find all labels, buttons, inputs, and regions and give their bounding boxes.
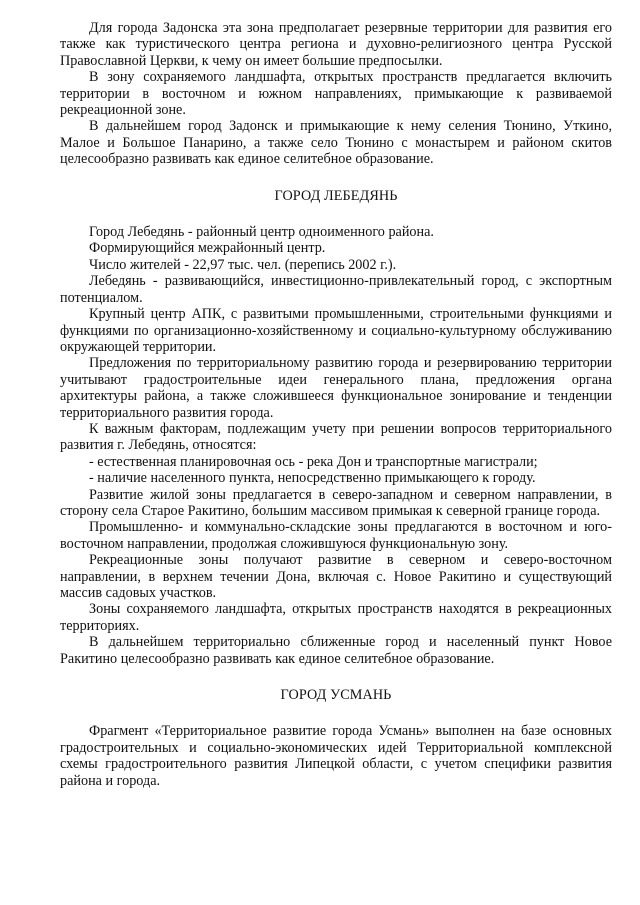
section-lebedyan — [60, 224, 612, 667]
paragraph: Зоны сохраняемого ландшафта, открытых пространств находятся в рекреационных территориях. — [60, 601, 612, 634]
paragraph: Город Лебедянь - районный центр одноименного района. — [89, 224, 434, 241]
paragraph: Фрагмент «Территориальное развитие города Усмань» выполнен на базе основных градостроительных и социально-экономических идей Территориальной комплексной схемы градостроительного развития Липецкой области, с учетом специфики развития района и города. — [60, 723, 612, 789]
list-item: - наличие населенного пункта, непосредственно примыкающего к городу. — [89, 470, 536, 487]
paragraph: В дальнейшем территориально сближенные город и населенный пункт Новое Ракитино целесообразно развивать как единое селитебное образование. — [60, 634, 612, 667]
paragraph: Число жителей - 22,97 тыс. чел. (перепись 2002 г.). — [89, 256, 397, 273]
section-heading-lebedyan: ГОРОД ЛЕБЕДЯНЬ — [274, 187, 398, 204]
paragraph: В дальнейшем город Задонск и примыкающие к нему селения Тюнино, Уткино, Малое и Большое Панарино, а также село Тюнино с монастырем и районом скитов целесообразно развивать как единое селитебное образование. — [60, 118, 612, 168]
paragraph: Для города Задонска эта зона предполагает резервные территории для развития его также как туристического центра региона и духовно-религиозного центра Русской Православной Церкви, к чему он имеет большие предпосылки. — [60, 20, 612, 69]
section-zadonsk — [60, 20, 612, 168]
section-usman — [60, 723, 612, 789]
paragraph: Промышленно- и коммунально-складские зоны предлагаются в восточном и юго-восточном направлении, продолжая сложившуюся функциональную зону. — [60, 519, 612, 552]
paragraph: Лебедянь - развивающийся, инвестиционно-привлекательный город, с экспортным потенциалом. — [60, 273, 612, 306]
list-item: - естественная планировочная ось - река Дон и транспортные магистрали; — [89, 453, 538, 470]
paragraph: Рекреационные зоны получают развитие в северном и северо-восточном направлении, в верхнем течении Дона, включая с. Новое Ракитино и существующий массив садовых участков. — [60, 552, 612, 601]
section-heading-usman: ГОРОД УСМАНЬ — [280, 687, 392, 704]
paragraph: К важным факторам, подлежащим учету при решении вопросов территориального развития г. Лебедянь, относятся: — [60, 420, 612, 454]
paragraph: Крупный центр АПК, с развитыми промышленными, строительными функциями и функциями по организационно-хозяйственному и социально-культурному обслуживанию окружающей территории. — [60, 306, 612, 355]
paragraph: Развитие жилой зоны предлагается в северо-западном и северном направлении, в сторону села Старое Ракитино, большим массивом примыкая к северной границе города. — [60, 486, 612, 519]
paragraph: Формирующийся межрайонный центр. — [89, 240, 326, 257]
paragraph: Предложения по территориальному развитию города и резервированию территории учитывают градостроительные идеи генерального плана, предложения органа архитектуры района, а также сложившееся функциональное зонирование и тенденции территориального развития города. — [60, 355, 612, 421]
paragraph: В зону сохраняемого ландшафта, открытых пространств предлагается включить территории в восточном и южном направлениях, примыкающие к развиваемой рекреационной зоне. — [60, 69, 612, 119]
